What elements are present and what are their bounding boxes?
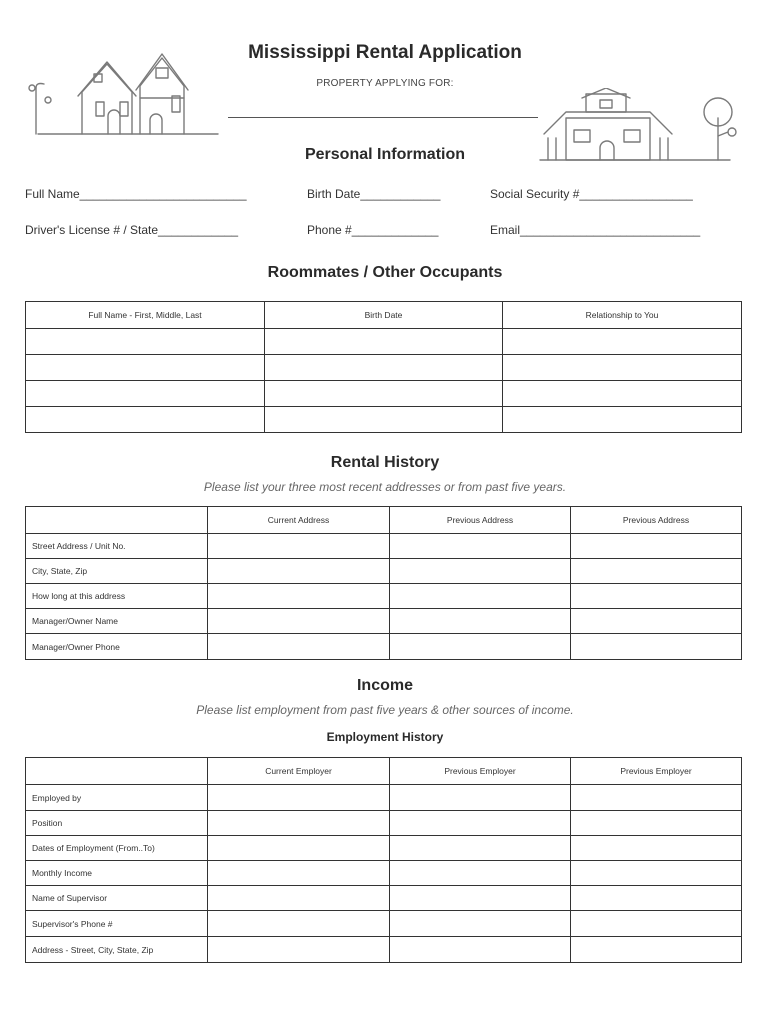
table-cell[interactable] [390,861,571,886]
row-label: Monthly Income [26,861,208,886]
table-cell[interactable] [390,836,571,861]
table-cell[interactable] [390,534,571,559]
column-header: Relationship to You [503,302,742,329]
table-cell[interactable] [265,381,503,407]
ssn-field[interactable]: Social Security #_________________ [490,187,693,201]
table-row [26,559,742,584]
full-name-field[interactable]: Full Name_________________________ [25,187,247,201]
table-cell[interactable] [26,329,265,355]
column-header: Previous Address [571,507,742,534]
row-label: Dates of Employment (From..To) [26,836,208,861]
column-header: Previous Employer [390,758,571,785]
table-header-row [26,758,742,785]
table-cell[interactable] [390,584,571,609]
table-cell[interactable] [265,355,503,381]
table-row [26,534,742,559]
property-applying-label: PROPERTY APPLYING FOR: [316,78,454,89]
table-cell[interactable] [390,811,571,836]
table-row [26,355,742,381]
column-header: Full Name - First, Middle, Last [26,302,265,329]
table-cell[interactable] [26,355,265,381]
table-cell[interactable] [208,584,390,609]
column-header: Previous Employer [571,758,742,785]
roommates-heading: Roommates / Other Occupants [267,264,503,281]
table-cell[interactable] [390,937,571,963]
table-cell[interactable] [208,937,390,963]
rental-history-heading: Rental History [330,454,440,471]
table-row [26,329,742,355]
table-cell[interactable] [26,407,265,433]
drivers-license-field[interactable]: Driver's License # / State____________ [25,223,239,237]
table-cell[interactable] [390,785,571,811]
table-row [26,911,742,937]
table-header-row [26,507,742,534]
table-cell[interactable] [571,911,742,937]
table-header-row [26,302,742,329]
page-title: Mississippi Rental Application [248,42,522,63]
phone-field[interactable]: Phone #_____________ [307,223,439,237]
table-cell[interactable] [390,609,571,634]
column-header [26,758,208,785]
table-cell[interactable] [571,584,742,609]
table-row [26,861,742,886]
table-cell[interactable] [208,534,390,559]
row-label: Name of Supervisor [26,886,208,911]
roommates-table [25,301,742,433]
email-field[interactable]: Email___________________________ [490,223,701,237]
row-label: Supervisor's Phone # [26,911,208,937]
table-cell[interactable] [503,381,742,407]
table-cell[interactable] [265,329,503,355]
column-header [26,507,208,534]
table-cell[interactable] [390,559,571,584]
table-cell[interactable] [208,836,390,861]
table-cell[interactable] [390,634,571,660]
employment-history-table [25,757,742,963]
column-header: Current Address [208,507,390,534]
property-input-line[interactable] [228,117,538,118]
row-label: Position [26,811,208,836]
table-row [26,381,742,407]
row-label: Address - Street, City, State, Zip [26,937,208,963]
table-cell[interactable] [208,785,390,811]
column-header: Birth Date [265,302,503,329]
table-row [26,886,742,911]
table-cell[interactable] [571,534,742,559]
column-header: Previous Address [390,507,571,534]
table-row [26,836,742,861]
rental-history-note: Please list your three most recent addresses or from past five years. [203,480,567,494]
table-row [26,609,742,634]
table-cell[interactable] [208,886,390,911]
row-label: Manager/Owner Phone [26,634,208,660]
table-cell[interactable] [503,329,742,355]
table-cell[interactable] [208,861,390,886]
table-cell[interactable] [571,609,742,634]
table-row [26,634,742,660]
row-label: Employed by [26,785,208,811]
employment-history-heading: Employment History [326,730,444,744]
row-label: Street Address / Unit No. [26,534,208,559]
column-header: Current Employer [208,758,390,785]
table-cell[interactable] [571,836,742,861]
table-cell[interactable] [265,407,503,433]
table-row [26,937,742,963]
table-cell[interactable] [208,634,390,660]
table-row [26,407,742,433]
table-cell[interactable] [208,609,390,634]
table-cell[interactable] [571,785,742,811]
income-note: Please list employment from past five years & other sources of income. [196,703,574,717]
table-cell[interactable] [503,407,742,433]
table-cell[interactable] [571,634,742,660]
table-cell[interactable] [208,559,390,584]
table-cell[interactable] [571,861,742,886]
row-label: How long at this address [26,584,208,609]
income-heading: Income [356,677,413,694]
table-cell[interactable] [208,911,390,937]
row-label: Manager/Owner Name [26,609,208,634]
table-cell[interactable] [390,911,571,937]
birth-date-field[interactable]: Birth Date____________ [307,187,441,201]
personal-info-heading: Personal Information [304,146,466,163]
table-row [26,785,742,811]
table-cell[interactable] [390,886,571,911]
table-cell[interactable] [571,886,742,911]
table-cell[interactable] [571,559,742,584]
rental-history-table [25,506,742,660]
table-row [26,811,742,836]
table-cell[interactable] [26,381,265,407]
table-cell[interactable] [503,355,742,381]
row-label: City, State, Zip [26,559,208,584]
table-cell[interactable] [571,811,742,836]
table-row [26,584,742,609]
table-cell[interactable] [571,937,742,963]
table-cell[interactable] [208,811,390,836]
